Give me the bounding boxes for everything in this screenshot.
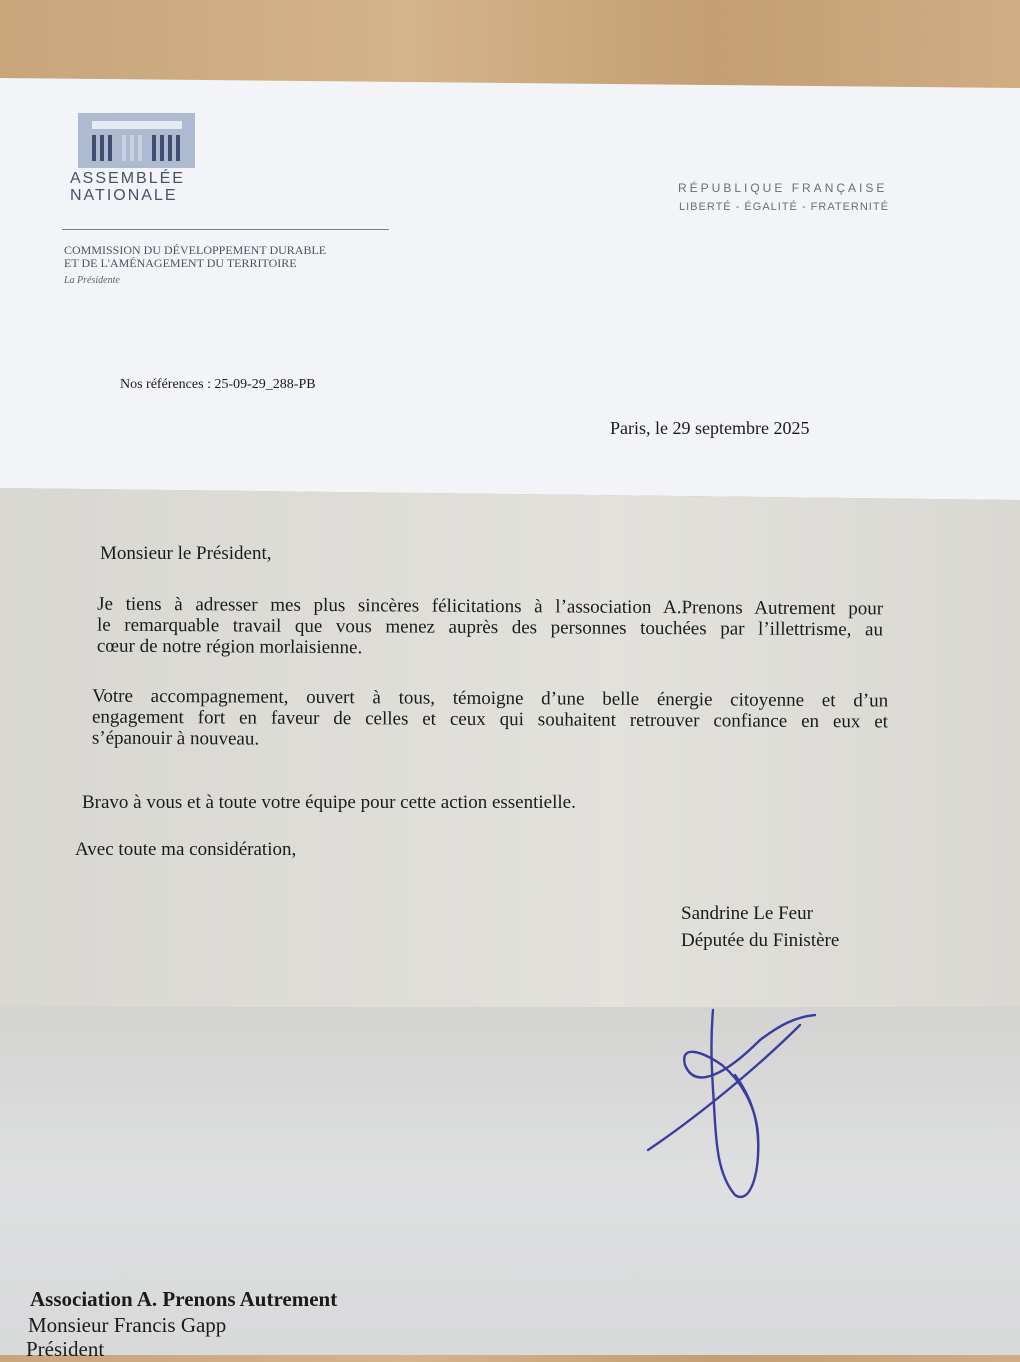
signatory-name: Sandrine Le Feur: [681, 903, 813, 924]
signatory: [681, 900, 839, 954]
signatory-title: Députée du Finistère: [681, 930, 840, 951]
assemblee-nationale-logo: [78, 113, 195, 168]
recipient-organization: Association A. Prenons Autrement: [30, 1287, 338, 1311]
republic-heading: RÉPUBLIQUE FRANÇAISE: [678, 181, 888, 195]
motto: LIBERTÉ - ÉGALITÉ - FRATERNITÉ: [679, 201, 889, 213]
paragraph-1: Je tiens à adresser mes plus sincères félicitations à l’association A.Prenons Autrement pour le remarquable travail que vous menez auprès des personnes touchées par l’illettrisme, au cœur de notre région morlaisienne.: [96, 593, 884, 659]
reference: Nos références : 25-09-29_288-PB: [120, 377, 316, 392]
letter-middle-fold: [0, 485, 1020, 1025]
logo-line1: ASSEMBLÉE: [70, 170, 185, 187]
commission-name: COMMISSION DU DÉVELOPPEMENT DURABLE ET DE L'AMÉNAGEMENT DU TERRITOIRE: [64, 243, 327, 270]
recipient-title: Président: [26, 1337, 105, 1361]
recipient-name: Monsieur Francis Gapp: [28, 1313, 227, 1337]
handwritten-signature: [640, 1005, 840, 1210]
role: La Présidente: [64, 275, 120, 286]
closing: Avec toute ma considération,: [75, 839, 297, 860]
date: Paris, le 29 septembre 2025: [610, 418, 810, 438]
salutation: Monsieur le Président,: [100, 543, 272, 564]
divider: [62, 229, 389, 230]
paragraph-3: Bravo à vous et à toute votre équipe pour cette action essentielle.: [82, 792, 576, 813]
logo-line2: NATIONALE: [70, 187, 178, 204]
paragraph-2: Votre accompagnement, ouvert à tous, témoigne d’une belle énergie citoyenne et d’un engagement fort en faveur de celles et ceux qui souhaitent retrouver confiance en eux et s’épanouir à nouveau.: [91, 685, 889, 750]
logo-text: [70, 170, 185, 204]
